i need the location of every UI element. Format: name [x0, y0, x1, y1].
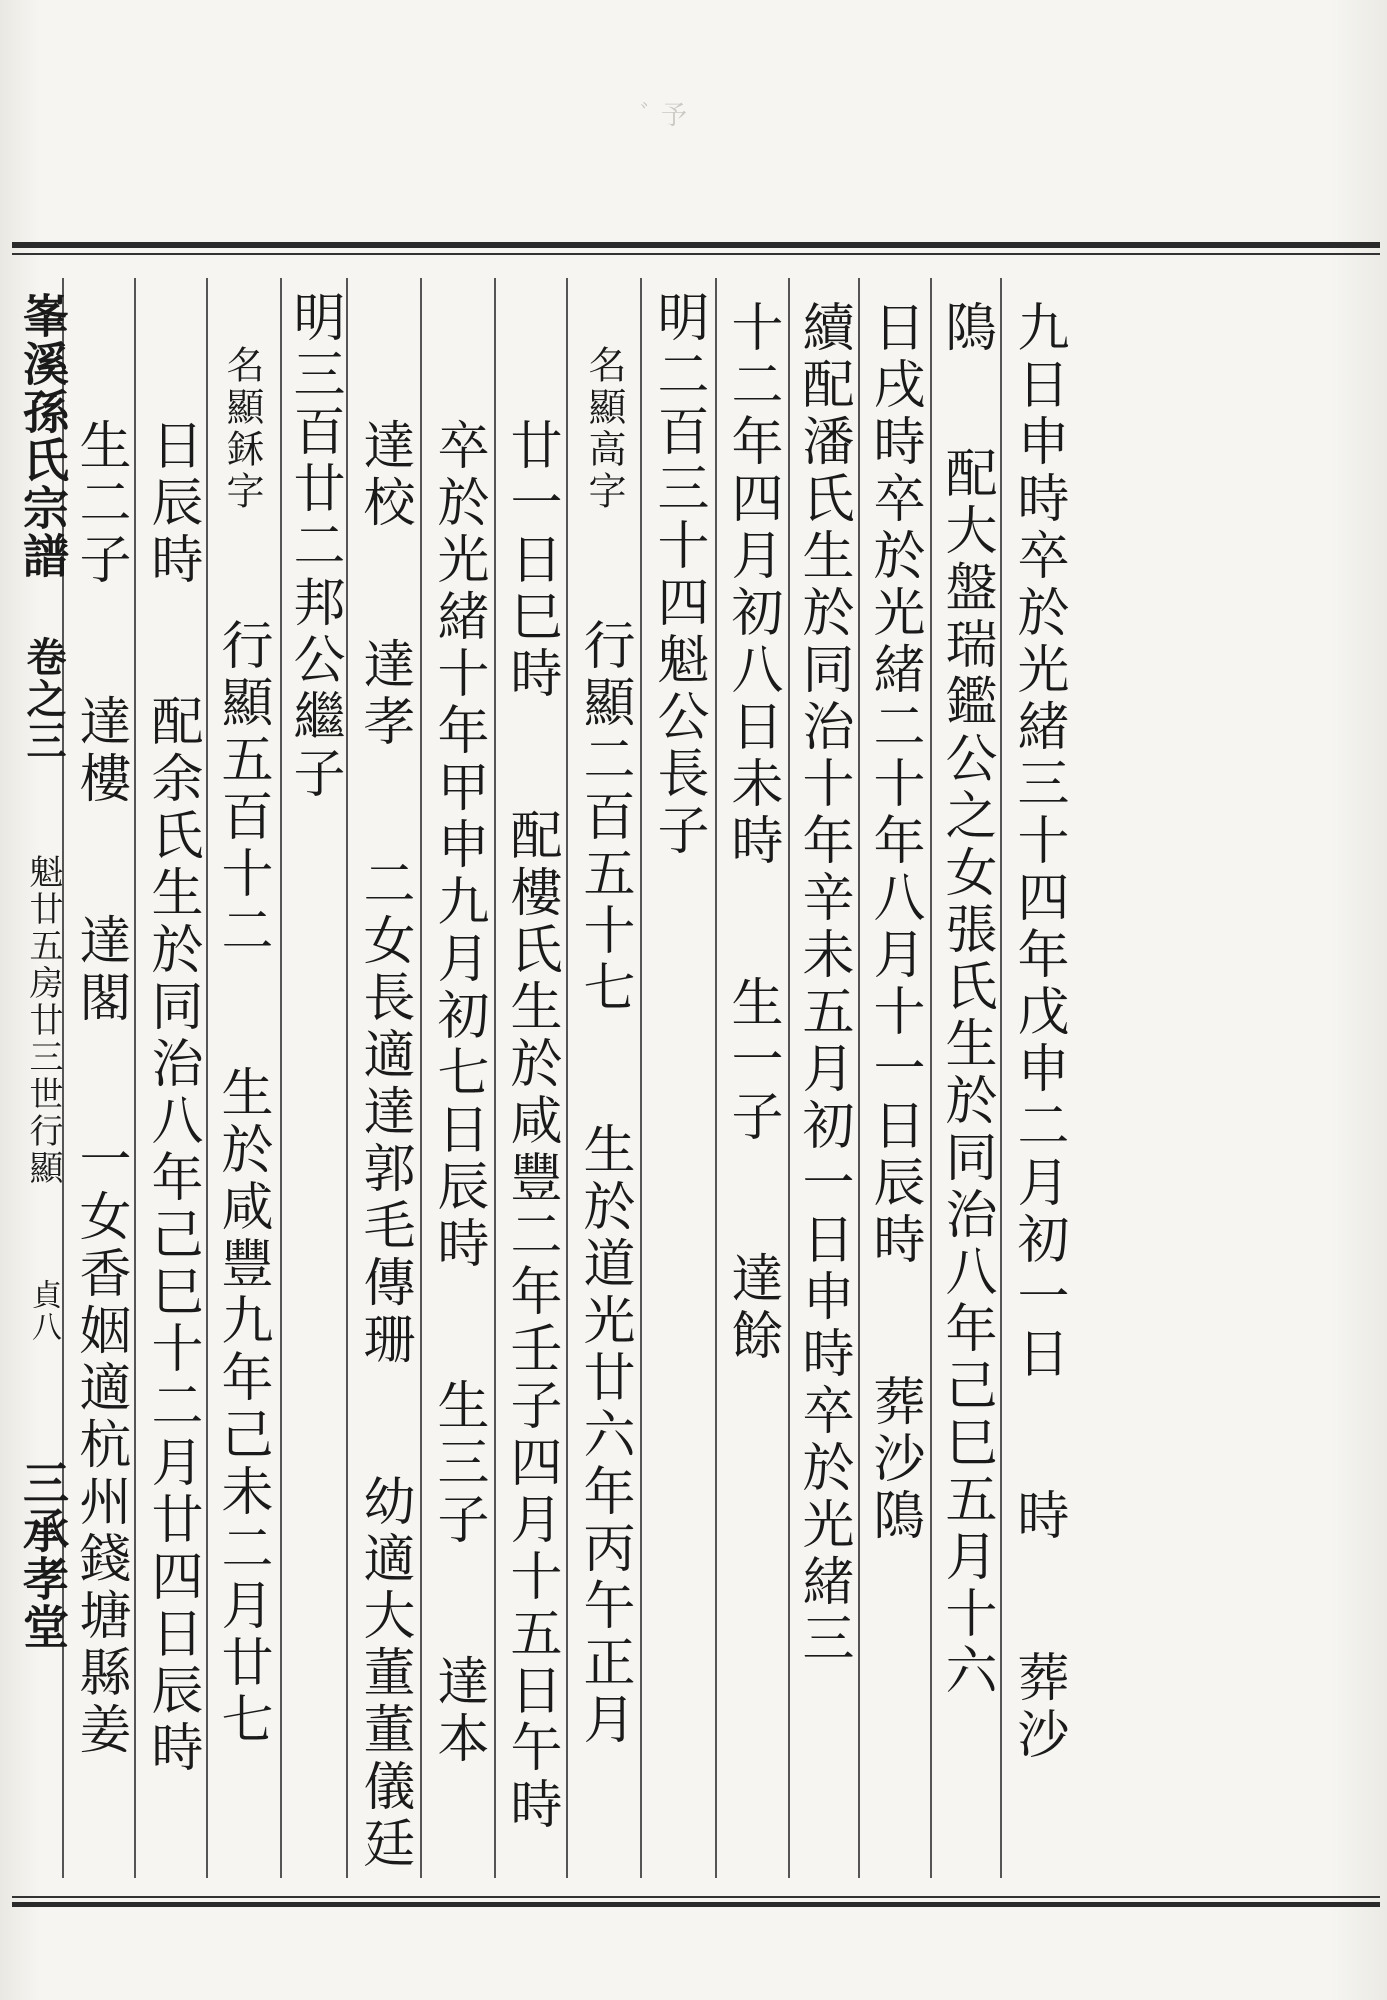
generation-label: 魁廿五房廿三世行顯: [23, 854, 63, 1187]
text-column: [574, 345, 634, 1749]
text-segment: 日辰時: [142, 418, 202, 589]
text-column: [70, 418, 130, 1759]
text-segment: 續配潘氏生於同治十年辛未五月初一日申時卒於光緒三: [793, 300, 853, 1668]
text-column: [354, 418, 414, 1873]
text-column: [142, 418, 202, 1777]
text-segment: 生一子: [722, 975, 782, 1146]
text-segment: 九日申時卒於光緒三十四年戊申二月初一日: [1008, 300, 1068, 1383]
text-segment: 達樓: [70, 694, 130, 808]
text-segment: 時: [1008, 1488, 1068, 1545]
page-number: 貞八: [26, 1279, 61, 1343]
text-segment: 卒於光緒十年甲申九月初七日辰時: [428, 418, 488, 1273]
text-segment: 配余氏生於同治八年己巳十二月廿四日辰時: [142, 694, 202, 1777]
text-segment: 達校: [354, 418, 414, 532]
text-segment: 行顯二百五十七: [574, 618, 634, 1017]
text-column: [501, 418, 561, 1834]
column-rule: [1000, 278, 1002, 1878]
text-segment: 明三百廿二邦公繼子: [284, 290, 344, 803]
running-heading: [10, 292, 76, 1651]
text-segment: 一女香姻適杭州錢塘縣姜: [70, 1132, 130, 1759]
column-rule: [930, 278, 932, 1878]
text-segment: 幼適大董董儀廷: [354, 1474, 414, 1873]
column-rule: [134, 278, 136, 1878]
volume-label: 卷之三: [20, 636, 67, 762]
text-segment: 達本: [428, 1654, 488, 1768]
column-rule: [715, 278, 717, 1878]
text-segment: 名顯鉌字: [220, 345, 264, 513]
column-rule: [640, 278, 642, 1878]
column-rule: [566, 278, 568, 1878]
column-rule: [346, 278, 348, 1878]
text-column: [936, 300, 996, 1700]
column-rule: [420, 278, 422, 1878]
column-rule: [206, 278, 208, 1878]
column-rule: [788, 278, 790, 1878]
text-segment: 生三子: [428, 1378, 488, 1549]
text-segment: 生二子: [70, 418, 130, 589]
text-segment: 二女長適達郭毛傳珊: [354, 856, 414, 1369]
column-rule: [858, 278, 860, 1878]
text-column: [793, 300, 853, 1668]
text-segment: 十二年四月初八日未時: [722, 300, 782, 870]
text-segment: 達閣: [70, 913, 130, 1027]
text-segment: 配大盤瑞鑑公之女張氏生於同治八年己巳五月十六: [936, 446, 996, 1700]
text-segment: 達餘: [722, 1251, 782, 1365]
text-column: [722, 300, 782, 1365]
text-segment: 行顯五百十二: [212, 618, 272, 960]
text-segment: 配樓氏生於咸豐二年壬子四月十五日午時: [501, 808, 561, 1834]
column-rule: [280, 278, 282, 1878]
text-segment: 達孝: [354, 637, 414, 751]
text-column: [212, 345, 272, 1749]
text-segment: 葬沙: [1008, 1650, 1068, 1764]
text-column: [864, 300, 924, 1545]
text-segment: 日戌時卒於光緒二十年八月十一日辰時: [864, 300, 924, 1269]
text-segment: 廿一日巳時: [501, 418, 561, 703]
text-segment: 生於咸豐九年己未二月廿七: [212, 1065, 272, 1749]
genealogy-title: 峯溪孫氏宗譜: [16, 292, 70, 580]
text-column: [1008, 300, 1068, 1764]
hall-name: 三承孝堂: [16, 1459, 70, 1651]
text-segment: 名顯高字: [582, 345, 626, 513]
bleed-through-text: ﾞ予: [640, 101, 696, 131]
text-column: [428, 418, 488, 1768]
text-segment: 葬沙隝: [864, 1374, 924, 1545]
text-segment: 明二百三十四魁公長子: [648, 290, 708, 860]
text-column: [648, 290, 708, 860]
column-rule: [494, 278, 496, 1878]
text-segment: 生於道光廿六年丙午正月: [574, 1122, 634, 1749]
text-segment: 隝: [936, 300, 996, 357]
text-column: [284, 290, 344, 803]
